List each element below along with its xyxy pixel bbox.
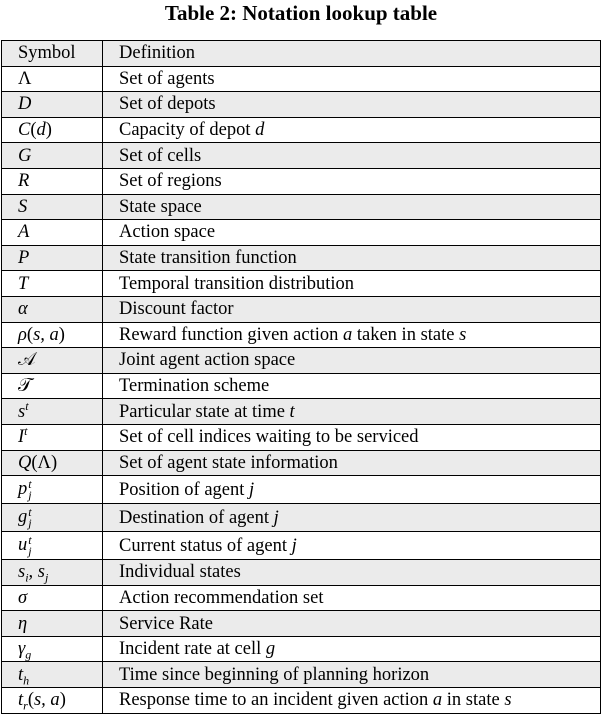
symbol-part: )	[58, 324, 65, 345]
table-row	[2, 662, 601, 688]
symbol-cell	[2, 271, 103, 297]
symbol-part: ρ	[18, 324, 27, 345]
subscript: h	[23, 673, 30, 688]
table-row	[2, 117, 601, 143]
subscript: g	[25, 647, 32, 662]
symbol-cell	[2, 688, 103, 714]
symbol-cell	[2, 532, 103, 560]
superscript: t	[28, 476, 32, 491]
symbol-cell	[2, 560, 103, 586]
definition-text: j	[249, 479, 255, 500]
definition-cell	[103, 532, 601, 560]
table-row	[2, 245, 601, 271]
table-row	[2, 348, 601, 374]
definition-cell	[103, 194, 601, 220]
symbol-part: s	[37, 562, 45, 583]
definition-text: Response time to an incident given action	[119, 690, 433, 711]
symbol-part: t	[18, 664, 24, 685]
symbol-cell	[2, 424, 103, 450]
sup-sub-script	[28, 476, 32, 502]
definition-cell	[103, 504, 601, 532]
definition-text: Destination of agent	[119, 507, 274, 528]
symbol-part: I	[18, 427, 25, 448]
definition-text: t	[289, 401, 295, 422]
symbol-part: s, a	[33, 324, 59, 345]
table-row	[2, 194, 601, 220]
symbol-part: (Λ)	[31, 452, 58, 473]
symbol-part: )	[59, 690, 66, 711]
definition-text: a	[343, 324, 353, 345]
superscript: t	[28, 532, 32, 547]
definition-cell	[103, 220, 601, 246]
definition-text: Set of cell indices waiting to be serviced	[119, 427, 419, 448]
definition-text: Particular state at time	[119, 401, 290, 422]
subscript: i	[25, 571, 29, 586]
symbol-part: p	[18, 479, 28, 500]
definition-text: in state	[442, 690, 505, 711]
symbol-cell	[2, 92, 103, 118]
symbol-cell	[2, 245, 103, 271]
symbol-cell	[2, 66, 103, 92]
symbol-part: G	[18, 145, 32, 166]
symbol-cell	[2, 296, 103, 322]
symbol-cell	[2, 117, 103, 143]
definition-cell	[103, 322, 601, 348]
symbol-cell	[2, 636, 103, 662]
symbol-cell	[2, 399, 103, 425]
symbol-part: u	[18, 535, 28, 556]
definition-cell	[103, 92, 601, 118]
sup-sub-script	[28, 504, 32, 530]
definition-cell	[103, 373, 601, 399]
symbol-cell	[2, 585, 103, 611]
symbol-cell	[2, 143, 103, 169]
definition-text: Temporal transition distribution	[119, 273, 355, 294]
definition-text: Set of agent state information	[119, 452, 338, 473]
symbol-cell	[2, 476, 103, 504]
symbol-part: T	[18, 273, 29, 294]
definition-text: Reward function given action	[119, 324, 343, 345]
symbol-part: 𝒯	[18, 376, 33, 397]
symbol-part: (	[27, 690, 34, 711]
definition-cell	[103, 662, 601, 688]
superscript: t	[28, 504, 32, 519]
symbol-part: (	[26, 324, 34, 345]
symbol-part: σ	[18, 587, 28, 608]
symbol-cell	[2, 194, 103, 220]
table-row	[2, 220, 601, 246]
symbol-part: α	[18, 299, 28, 320]
definition-cell	[103, 450, 601, 476]
table-row	[2, 271, 601, 297]
notation-table	[1, 40, 601, 714]
table-row	[2, 143, 601, 169]
definition-text: Joint agent action space	[119, 350, 296, 371]
table-row	[2, 399, 601, 425]
definition-text: Service Rate	[119, 613, 213, 634]
definition-text: Termination scheme	[119, 376, 270, 397]
definition-cell	[103, 424, 601, 450]
symbol-part: s	[18, 562, 26, 583]
symbol-part: R	[18, 171, 30, 192]
symbol-part: P	[18, 248, 30, 269]
table-header-row	[2, 41, 601, 67]
definition-cell	[103, 143, 601, 169]
symbol-part: C	[18, 120, 31, 141]
symbol-cell	[2, 220, 103, 246]
definition-text: Discount factor	[119, 299, 234, 320]
table-row	[2, 296, 601, 322]
symbol-part: d	[36, 120, 46, 141]
table-row	[2, 168, 601, 194]
superscript: t	[25, 398, 29, 413]
definition-text: d	[255, 120, 265, 141]
table-row	[2, 373, 601, 399]
symbol-part: ,	[28, 562, 38, 583]
definition-cell	[103, 636, 601, 662]
subscript: r	[23, 699, 28, 714]
symbol-part: s, a	[33, 690, 60, 711]
table-row	[2, 450, 601, 476]
sup-sub-script	[28, 532, 32, 558]
header-symbol: Symbol	[2, 41, 103, 67]
definition-cell	[103, 688, 601, 714]
subscript: j	[28, 543, 32, 558]
definition-text: j	[291, 535, 297, 556]
table-caption: Table 2: Notation lookup table	[164, 1, 438, 25]
definition-cell	[103, 271, 601, 297]
symbol-part: (	[30, 120, 37, 141]
definition-text: s	[459, 324, 467, 345]
symbol-part: D	[18, 94, 32, 115]
definition-text: j	[273, 507, 279, 528]
definition-text: s	[504, 690, 512, 711]
definition-cell	[103, 560, 601, 586]
definition-cell	[103, 348, 601, 374]
table-row	[2, 636, 601, 662]
symbol-cell	[2, 348, 103, 374]
symbol-part: η	[18, 613, 28, 634]
symbol-part: Λ	[18, 68, 32, 89]
table-row	[2, 476, 601, 504]
table-row	[2, 532, 601, 560]
table-body	[2, 66, 601, 713]
definition-text: Action space	[119, 222, 216, 243]
definition-cell	[103, 585, 601, 611]
symbol-cell	[2, 504, 103, 532]
definition-text: Set of cells	[119, 145, 202, 166]
symbol-cell	[2, 450, 103, 476]
symbol-part: )	[45, 120, 52, 141]
definition-cell	[103, 66, 601, 92]
definition-text: Set of agents	[119, 68, 215, 89]
definition-cell	[103, 611, 601, 637]
definition-cell	[103, 245, 601, 271]
symbol-cell	[2, 373, 103, 399]
definition-text: Incident rate at cell	[119, 639, 266, 660]
header-definition: Definition	[103, 41, 601, 67]
superscript: t	[24, 424, 28, 439]
symbol-part: s	[18, 401, 26, 422]
definition-cell	[103, 296, 601, 322]
definition-text: g	[265, 639, 276, 660]
definition-cell	[103, 476, 601, 504]
subscript: j	[45, 571, 49, 586]
symbol-part: γ	[18, 639, 26, 660]
table-row	[2, 688, 601, 714]
symbol-part: g	[18, 507, 28, 528]
table-row	[2, 66, 601, 92]
symbol-part: t	[18, 690, 24, 711]
definition-text: Individual states	[119, 562, 241, 583]
symbol-part: S	[18, 196, 28, 217]
symbol-cell	[2, 662, 103, 688]
definition-cell	[103, 117, 601, 143]
table-row	[2, 92, 601, 118]
definition-text: Capacity of depot	[119, 120, 256, 141]
symbol-part: 𝒜	[18, 350, 36, 371]
definition-text: Action recommendation set	[119, 587, 324, 608]
table-row	[2, 585, 601, 611]
symbol-cell	[2, 168, 103, 194]
table-row	[2, 322, 601, 348]
definition-text: a	[432, 690, 443, 711]
table-row	[2, 560, 601, 586]
definition-text: Current status of agent	[119, 535, 292, 556]
table-row	[2, 424, 601, 450]
symbol-cell	[2, 322, 103, 348]
definition-cell	[103, 399, 601, 425]
definition-text: Time since beginning of planning horizon	[119, 664, 430, 685]
definition-text: Set of depots	[119, 94, 216, 115]
symbol-cell	[2, 611, 103, 637]
definition-text: Set of regions	[119, 171, 222, 192]
definition-text: Position of agent	[119, 479, 250, 500]
definition-text: taken in state	[352, 324, 460, 345]
symbol-part: A	[18, 222, 30, 243]
symbol-part: Q	[18, 452, 32, 473]
definition-text: State transition function	[119, 248, 297, 269]
subscript: j	[28, 515, 32, 530]
definition-cell	[103, 168, 601, 194]
subscript: j	[28, 487, 32, 502]
definition-text: State space	[119, 196, 202, 217]
table-row	[2, 504, 601, 532]
table-row	[2, 611, 601, 637]
